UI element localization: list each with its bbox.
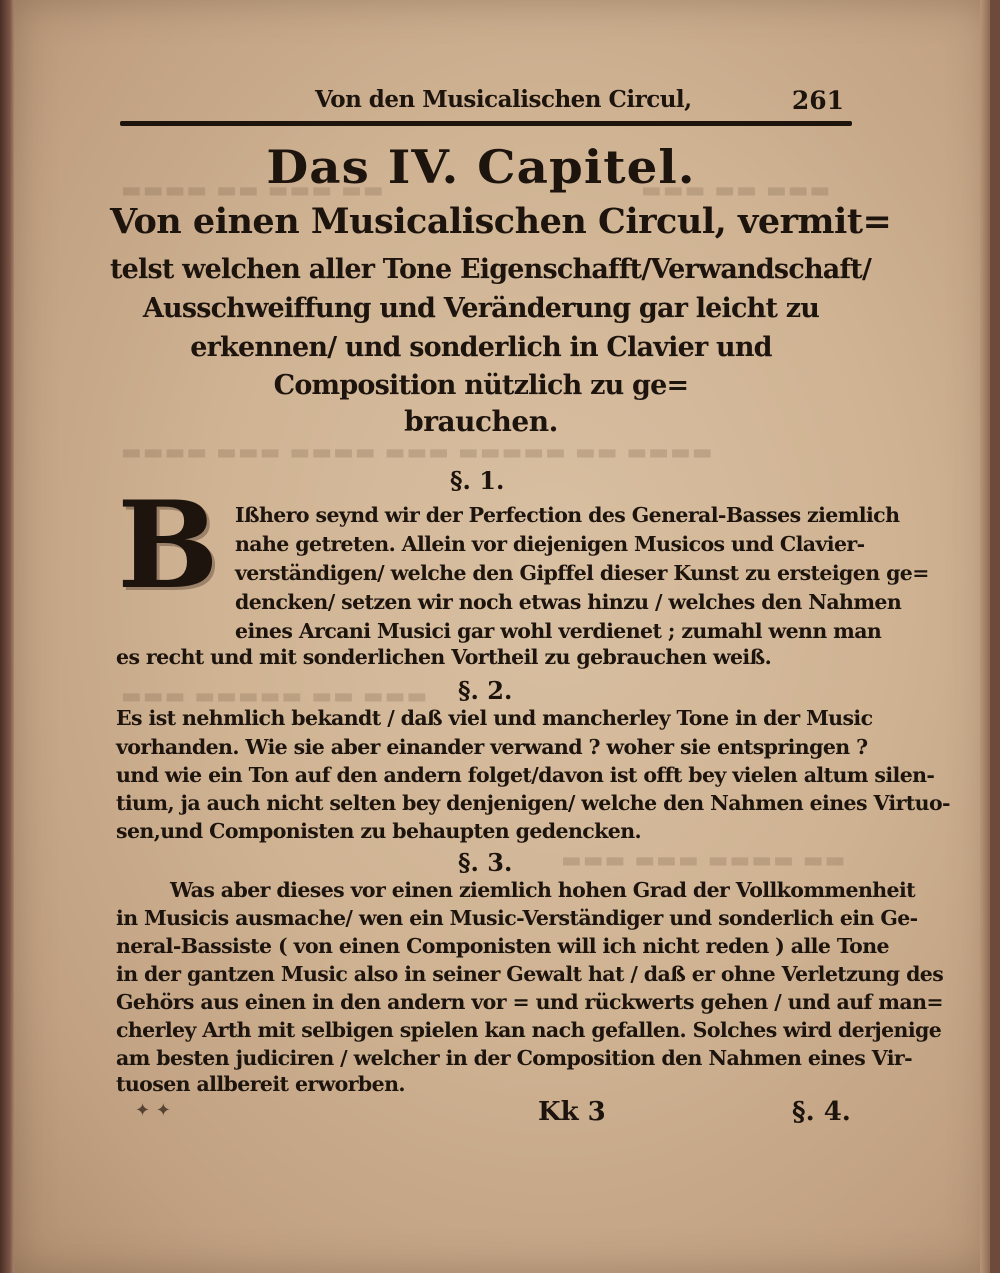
chapter-title-line: erkennen/ und sonderlich in Clavier und: [190, 332, 772, 363]
show-through-texture: ▬▬ ▬▬▬ ▬▬ ▬▬▬▬: [120, 178, 384, 203]
chapter-title-line: brauchen.: [404, 405, 558, 438]
chapter-title-line: Composition nützlich zu ge=: [273, 370, 689, 401]
text-line: Ißhero seynd wir der Perfection des General-Basses ziemlich: [235, 503, 900, 527]
text-line: und wie ein Ton auf den andern folget/davon ist offt bey vielen altum silen-: [116, 763, 935, 787]
text-line: neral-Bassiste ( von einen Componisten will ich nicht reden ) alle Tone: [116, 934, 889, 958]
show-through-texture: ▬▬ ▬▬▬▬ ▬▬▬ ▬▬▬: [560, 848, 846, 873]
ornament-icon: ✦ ✦: [135, 1100, 171, 1121]
show-through-texture: ▬▬▬▬ ▬▬ ▬▬▬▬▬ ▬▬▬ ▬▬▬▬ ▬▬▬ ▬▬▬▬: [120, 440, 713, 465]
text-line: am besten judiciren / welcher in der Composition den Nahmen eines Vir-: [116, 1046, 912, 1070]
text-line: Gehörs aus einen in den andern vor = und rückwerts gehen / und auf man=: [116, 990, 943, 1014]
decorated-initial: B: [117, 475, 219, 616]
chapter-title-line: Ausschweiffung und Veränderung gar leicht zu: [142, 293, 820, 324]
section-marker: §. 3.: [458, 848, 513, 877]
section-marker: §. 2.: [458, 676, 513, 705]
text-line: verständigen/ welche den Gipffel dieser Kunst zu ersteigen ge=: [235, 561, 929, 585]
text-line: nahe getreten. Allein vor diejenigen Musicos und Clavier-: [235, 532, 865, 556]
page-header: [120, 78, 850, 118]
show-through-texture: ▬▬▬ ▬▬ ▬▬▬▬▬ ▬▬▬: [120, 684, 428, 709]
signature-mark: Kk 3: [538, 1097, 606, 1127]
text-line: tuosen allbereit erworben.: [116, 1072, 405, 1096]
text-line: in der gantzen Music also in seiner Gewalt hat / daß er ohne Verletzung des: [116, 962, 944, 986]
text-line: in Musicis ausmache/ wen ein Music-Verständiger und sonderlich ein Ge-: [116, 906, 918, 930]
text-line: sen,und Componisten zu behaupten gedencken.: [116, 819, 642, 843]
text-line: tium, ja auch nicht selten bey denjenigen/ welche den Nahmen eines Virtuo-: [116, 791, 950, 815]
running-head: Von den Musicalischen Circul,: [315, 86, 692, 113]
text-line: eines Arcani Musici gar wohl verdienet ; zumahl wenn man: [235, 619, 882, 643]
book-spine: [0, 0, 14, 1273]
text-line: cherley Arth mit selbigen spielen kan nach gefallen. Solches wird derjenige: [116, 1018, 942, 1042]
text-line: Es ist nehmlich bekandt / daß viel und mancherley Tone in der Music: [116, 706, 873, 730]
chapter-heading: Das IV. Capitel.: [266, 140, 696, 194]
text-line: vorhanden. Wie sie aber einander verwand ? woher sie entspringen ?: [116, 735, 868, 759]
text-line: Was aber dieses vor einen ziemlich hohen Grad der Vollkommenheit: [170, 878, 916, 902]
catchword: §. 4.: [792, 1097, 851, 1127]
text-line: dencken/ setzen wir noch etwas hinzu / welches den Nahmen: [235, 590, 902, 614]
header-rule: [120, 121, 852, 126]
text-line: es recht und mit sonderlichen Vortheil zu gebrauchen weiß.: [116, 645, 772, 669]
section-marker: §. 1.: [450, 466, 505, 495]
page-edge: [980, 0, 990, 1273]
show-through-texture: ▬▬▬ ▬▬ ▬▬▬: [640, 178, 831, 203]
page-number: 261: [791, 86, 844, 115]
chapter-title-line: Von einen Musicalischen Circul, vermit=: [110, 201, 892, 242]
chapter-title-line: telst welchen aller Tone Eigenschafft/Verwandschaft/: [110, 254, 872, 285]
